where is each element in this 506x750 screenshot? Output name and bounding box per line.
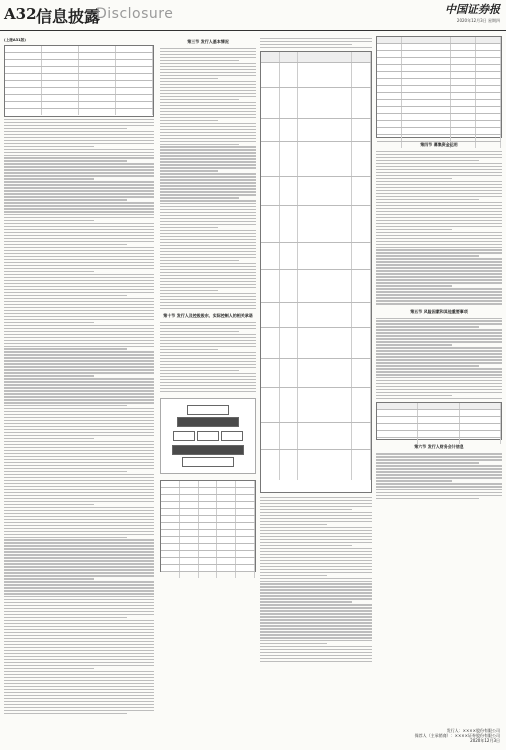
body-text-block-5: [260, 497, 372, 662]
section-title: 信息披露: [36, 7, 101, 26]
contracts-table: [376, 402, 502, 440]
signature-date: 2020年12月3日: [470, 738, 500, 743]
org-node: [173, 431, 195, 441]
page-number: A32: [4, 5, 37, 23]
section-title-en: Disclosure: [96, 6, 174, 22]
section-heading-3: 第三节 发行人基本情况: [187, 39, 229, 44]
body-text-block-2: [160, 48, 256, 309]
body-text-block-7: [376, 318, 502, 400]
org-chart: [160, 398, 256, 474]
continuation-label: (上接A31版): [4, 38, 26, 42]
org-node: [221, 431, 243, 441]
proceeds-table: [376, 36, 502, 138]
column-4: [376, 36, 502, 501]
org-node: [187, 405, 229, 415]
section-heading-6: 第六节 发行人财务会计信息: [414, 444, 464, 450]
org-node: [182, 457, 234, 467]
newspaper-logo: 中国证券报: [445, 3, 500, 16]
body-text-block-3: [160, 322, 256, 392]
shareholder-table: [160, 480, 256, 572]
underwriter-name: 保荐人（主承销商）：××××证券股份有限公司: [414, 733, 500, 738]
column-2: [160, 36, 256, 572]
section-heading-4: 第四节 募集资金运用: [420, 142, 458, 147]
commitments-table: [260, 51, 372, 493]
org-node: [177, 417, 239, 427]
org-node: [172, 445, 244, 455]
body-text-block-4: [260, 38, 372, 48]
body-text-block-6: [376, 151, 502, 305]
section-heading-5: 第五节 风险因素和其他重要事项: [410, 308, 468, 314]
issuer-name: 发行人：××××股份有限公司: [446, 728, 500, 733]
column-3: [260, 36, 372, 664]
section-heading-10: 第十节 发行人及控股股东、实际控制人的相关承诺: [163, 312, 253, 318]
org-node: [197, 431, 219, 441]
financial-table-1: [4, 45, 154, 117]
body-text-block-1: [4, 119, 154, 714]
issue-date: 2020年12月3日 星期四: [456, 18, 500, 23]
signature-block: [415, 728, 500, 743]
masthead: [0, 0, 506, 31]
body-text-block-8: [376, 453, 502, 499]
column-1: [4, 36, 154, 716]
